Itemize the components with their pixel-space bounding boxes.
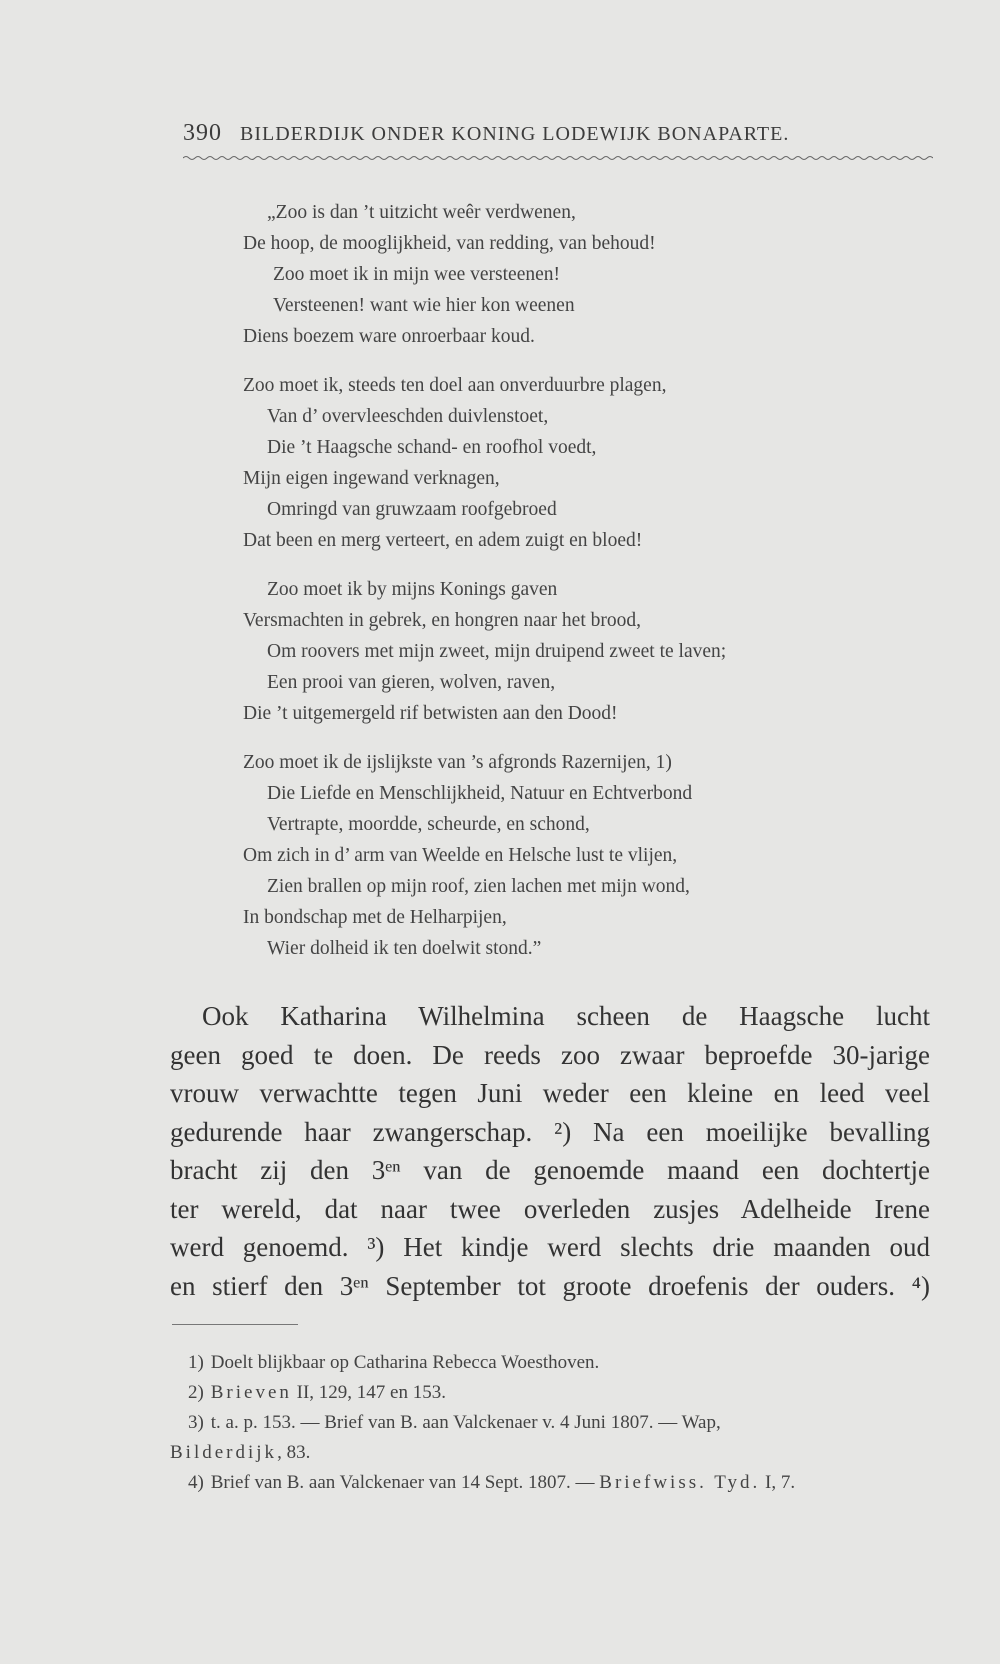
footnote-text: I, 7. [765,1472,796,1493]
paragraph-line: ter wereld, dat naar twee overleden zusjes Adelheide Irene [170,1193,930,1224]
footnote-1 [170,1348,930,1378]
poem-line: Die Liefde en Menschlijkheid, Natuur en Echtverbond [267,783,693,804]
poem-line: Zoo moet ik by mijns Konings gaven [267,579,558,600]
poem-line: Van d’ overvleeschden duivlenstoet, [267,406,549,427]
paragraph-line: werd genoemd. ³) Het kindje werd slechts drie maanden oud [170,1232,930,1262]
poem-line: „Zoo is dan ’t uitzicht weêr verdwenen, [267,202,576,223]
poem-line: Zien brallen op mijn roof, zien lachen met mijn wond, [267,876,690,897]
poem-line: Wier dolheid ik ten doelwit stond.” [267,938,542,959]
poem [243,197,943,982]
poem-line: Vertrapte, moordde, scheurde, en schond, [267,814,590,835]
paragraph-line: Ook Katharina Wilhelmina scheen de Haagsche lucht [202,1001,930,1031]
poem-line: Om zich in d’ arm van Weelde en Helsche lust te vlijen, [243,845,678,866]
poem-line: De hoop, de mooglijkheid, van redding, van behoud! [243,233,656,254]
footnote-text: t. a. p. 153. — Brief van B. aan Valckenaer v. 4 Juni 1807. — Wap, [210,1412,721,1433]
paragraph-line: bracht zij den 3ᵉⁿ van de genoemde maand een dochtertje [170,1155,930,1185]
poem-line: Omringd van gruwzaam roofgebroed [267,499,557,520]
poem-stanza-4 [243,747,943,964]
poem-line: Die ’t uitgemergeld rif betwisten aan den Dood! [243,703,618,724]
body-paragraph [170,997,930,1305]
poem-stanza-2 [243,370,943,556]
footnote-3 [170,1408,930,1438]
poem-line: Mijn eigen ingewand verknagen, [243,468,500,489]
poem-line: Een prooi van gieren, wolven, raven, [267,672,556,693]
poem-line: Zoo moet ik de ijslijkste van ’s afgronds Razernijen, 1) [243,752,672,773]
footnote-separator [172,1324,298,1325]
poem-line: Versteenen! want wie hier kon weenen [273,295,575,316]
running-header [183,120,883,147]
header-wavy-rule [183,155,933,161]
footnote-spaced-title: Bilderdijk [170,1442,278,1463]
footnotes [170,1348,930,1498]
running-title: BILDERDIJK ONDER KONING LODEWIJK BONAPARTE. [240,123,790,145]
poem-line: Om roovers met mijn zweet, mijn druipend zweet te laven; [267,641,727,662]
footnote-spaced-title: Brieven [210,1382,292,1403]
poem-line: Zoo moet ik in mijn wee versteenen! [273,264,560,285]
footnote-number: 4) [188,1472,204,1493]
footnote-number: 3) [188,1412,204,1433]
poem-stanza-3 [243,574,943,729]
poem-line: Zoo moet ik, steeds ten doel aan onverduurbre plagen, [243,375,667,396]
paragraph-line: gedurende haar zwangerschap. ²) Na een moeilijke bevalling [170,1116,930,1147]
paragraph-line: vrouw verwachtte tegen Juni weder een kleine en leed veel [170,1078,930,1108]
footnote-number: 1) [188,1352,204,1373]
footnote-3-continued [170,1438,930,1468]
footnote-text: II, 129, 147 en 153. [296,1382,446,1403]
footnote-text: Brief van B. aan Valckenaer van 14 Sept. 1807. — [210,1472,595,1493]
paragraph-line: geen goed te doen. De reeds zoo zwaar beproefde 30-jarige [170,1039,930,1070]
poem-line: Diens boezem ware onroerbaar koud. [243,326,535,347]
page-number: 390 [183,120,222,146]
footnote-4 [170,1468,930,1498]
footnote-number: 2) [188,1382,204,1403]
poem-line: Versmachten in gebrek, en hongren naar het brood, [243,610,641,631]
footnote-2 [170,1378,930,1408]
footnote-text: , 83. [277,1442,311,1463]
poem-line: Dat been en merg verteert, en adem zuigt en bloed! [243,530,643,551]
footnote-spaced-title: Briefwiss. Tyd. [599,1472,761,1493]
paragraph-line: en stierf den 3ᵉⁿ September tot groote droefenis der ouders. ⁴) [170,1270,930,1301]
poem-line: In bondschap met de Helharpijen, [243,907,507,928]
poem-stanza-1 [243,197,943,352]
footnote-text: Doelt blijkbaar op Catharina Rebecca Woesthoven. [210,1352,600,1373]
poem-line: Die ’t Haagsche schand- en roofhol voedt, [267,437,597,458]
